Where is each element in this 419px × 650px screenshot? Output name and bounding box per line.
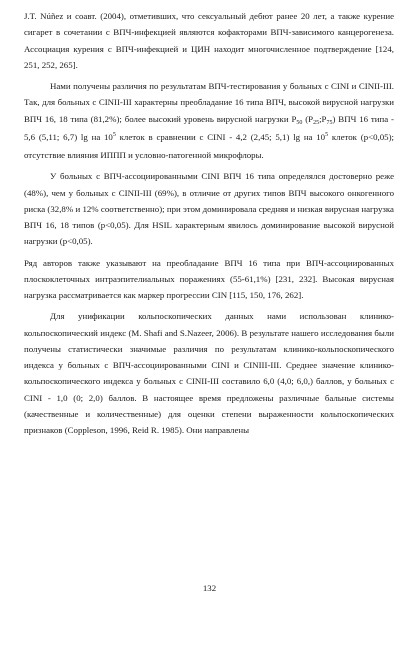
power-superscript-2: 5 — [325, 131, 329, 138]
p25-subscript: 25 — [313, 119, 320, 126]
paragraph-2-text-e: клеток в сравнении с CINI - 4,2 (2,45; 5,1) lg на 10 — [115, 131, 326, 142]
paragraph-2-text-c: ;P — [319, 113, 327, 124]
paragraph-1: J.T. Núñez и соавт. (2004), отметивших, что сексуальный дебют ранее 20 лет, а также курение сигарет в сочетании с ВПЧ-инфекцией являются кофакторами ВПЧ-зависимого канцерогенеза. Ассоциация курения с ВПЧ-инфекцией и ЦИН находит многочисленное подтверждение [124, 251, 252, 265]. — [24, 11, 394, 70]
paragraph-5: Для унификации кольпоскопических данных нами использован клинико-кольпоскопический индекс (M. Shafi and S.Nazeer, 2006). В результате нашего исследования были получены статистически значимые различия по результатам клинико-кольпоскопического индекса у больных с ВПЧ-ассоциированными CINI и CINIII-III. Среднее значение клинико-кольпоскопического индекса у больных с CINII-III составило 6,0 (4,0; 6,0,) баллов, у больных с CINI - 1,0 (0; 2,0) баллов. В настоящее время предложены различные бальные системы (качественные и количественные) для оценки степени выраженности кольпоскопических признаков (Coppleson, 1996, Reid R. 1985). Они направлены — [24, 311, 394, 435]
power-superscript-1: 5 — [112, 131, 116, 138]
paragraph-3: У больных с ВПЧ-ассоциированными CINI ВПЧ 16 типа определялся достоверно реже (48%), чем у больных с CINII-III (69%), в отличие от других типов ВПЧ высокого онкогенного риска (32,8% и 12% соответственно); при этом доминировала средняя и низкая вирусная нагрузка ВПЧ 16, 18 типов (р<0,05). Для HSIL характерным явилось доминирование высокой вирусной нагрузки (р<0,05). — [24, 171, 394, 247]
paragraph-4: Ряд авторов также указывают на преобладание ВПЧ 16 типа при ВПЧ-ассоциированных плоскоклеточных интраэпителиальных поражениях (55-61,1%) [231, 232]. Высокая вирусная нагрузка рассматривается как маркер прогрессии CIN [115, 150, 176, 262]. — [24, 257, 394, 300]
paragraph-2 — [24, 78, 394, 163]
paragraph-2-text-f: клеток (p<0,05); отсутствие влияния ИППП и условно-патогенной микрофлоры. — [24, 131, 394, 160]
p50-subscript: 50 — [296, 119, 303, 126]
paragraph-2-text-d: ) ВПЧ 16 типа - 5,6 (5,11; 6,7) lg на 10 — [24, 113, 394, 142]
page-number: 132 — [202, 583, 217, 593]
paragraph-2-text-a: Нами получены различия по результатам ВПЧ-тестирования у больных с CINI и CINII-III. Так, для больных с CINII-III характерны преобладание 16 типа ВПЧ, высокой вирусной нагрузки ВПЧ 16, 18 типа (81,2%); более высокий уровень вирусной нагрузки P — [24, 81, 394, 124]
paragraph-2-text-b: (P — [302, 113, 314, 124]
p75-subscript: 75 — [326, 119, 333, 126]
